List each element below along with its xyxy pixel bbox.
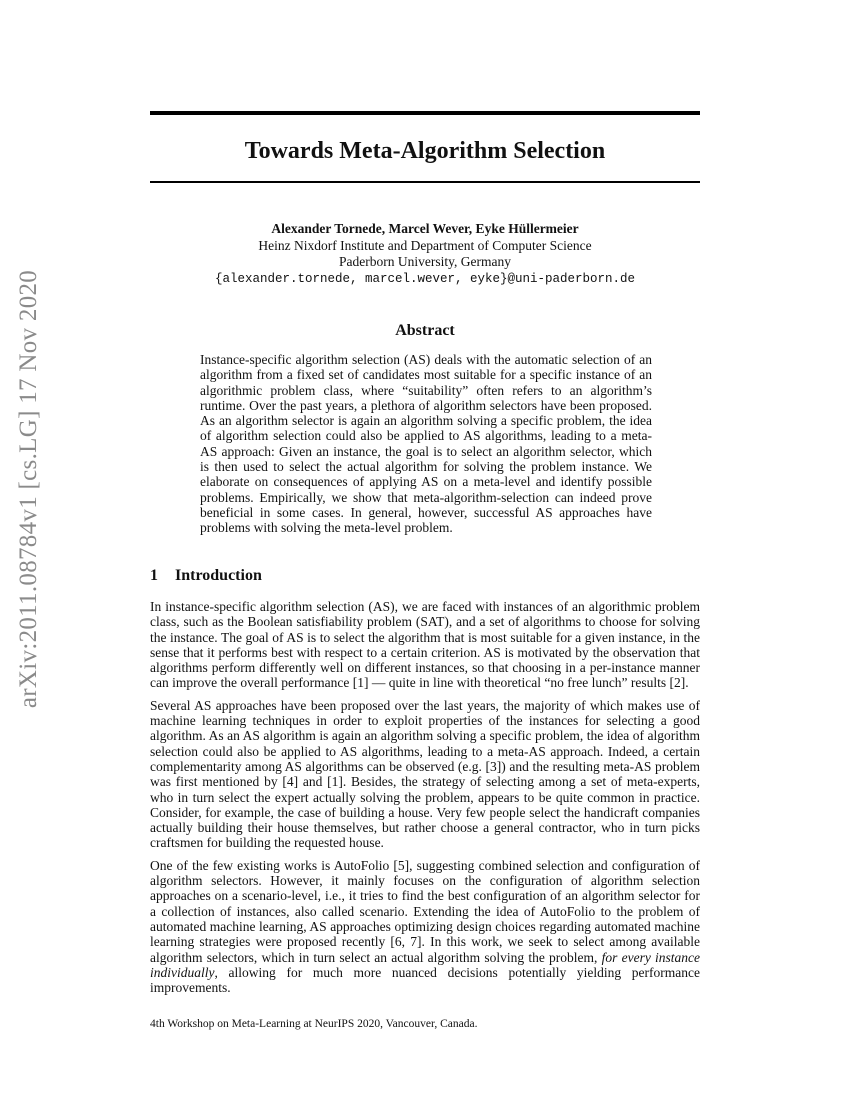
abstract-heading: Abstract xyxy=(395,322,455,339)
paper-title: Towards Meta-Algorithm Selection xyxy=(244,138,606,164)
author-affiliation: Heinz Nixdorf Institute and Department of Computer Science xyxy=(258,237,592,253)
paragraph-1: In instance-specific algorithm selection (AS), we are faced with instances of an algorithmic problem class, such as the Boolean satisfiability problem (SAT), and a set of algorithms to choose for solving the instance. The goal of AS is to select the algorithm that is most suitable for a given instance, in the sense that it performs best with respect to a certain criterion. AS is motivated by the observation that algorithms perform differently well on different instances, so that choosing in a per-instance manner can improve the overall performance [1] — quite in line with theoretical “no free lunch” results [2]. xyxy=(150,599,700,691)
section-number: 1 xyxy=(150,567,158,584)
author-block xyxy=(150,221,700,287)
author-university: Paderborn University, Germany xyxy=(339,254,511,270)
section-title: Introduction xyxy=(175,567,262,584)
arxiv-identifier-stamp xyxy=(9,269,49,709)
abstract-text: Instance-specific algorithm selection (AS) deals with the automatic selection of an algorithm from a fixed set of candidates most suitable for a specific instance of an algorithmic problem class, where “suitability” often refers to an algorithm’s runtime. Over the past years, a plethora of algorithm selectors have been proposed. As an algorithm selector is again an algorithm solving a specific problem, the idea of algorithm selection could also be applied to AS algorithms, leading to a meta-AS approach: Given an instance, the goal is to select an algorithm selector, which is then used to select the actual algorithm for solving the problem instance. We elaborate on consequences of applying AS on a meta-level and identify possible problems. Empirically, we show that meta-algorithm-selection can indeed prove beneficial in some cases. In general, however, successful AS approaches have problems with solving the meta-level problem. xyxy=(200,352,652,536)
author-names: Alexander Tornede, Marcel Wever, Eyke Hüllermeier xyxy=(271,221,579,236)
title-bottom-rule xyxy=(150,181,700,183)
arxiv-identifier-text: arXiv:2011.08784v1 [cs.LG] 17 Nov 2020 xyxy=(15,269,43,709)
paragraph-3 xyxy=(150,858,700,996)
paragraph-2: Several AS approaches have been proposed over the last years, the majority of which makes use of machine learning techniques in order to exploit properties of the instances for selecting a good algorithm. As an AS algorithm is again an algorithm solving a specific problem, the idea of algorithm selection could also be applied to AS algorithms, leading to a meta-AS approach. Indeed, a certain complementarity among AS algorithms can be observed (e.g. [3]) and the resulting meta-AS problem was first mentioned by [4] and [1]. Besides, the strategy of selecting among a set of meta-experts, who in turn select the expert actually solving the problem, appears to be quite common in practice. Consider, for example, the case of building a house. Very few people select the handicraft companies actually building their house themselves, but rather choose a general contractor, who in turn picks craftsmen for building the requested house. xyxy=(150,697,700,851)
paragraph-3-start: One of the few existing works is AutoFolio [5], suggesting combined selection and configuration of algorithm selectors. However, it mainly focuses on the configuration of algorithm selection approaches on a scenario-level, i.e., it tries to find the best configuration of an algorithm selector for a collection of instances, also called scenario. Extending the idea of AutoFolio to the problem of automated machine learning, AS approaches optimizing design choices regarding automated machine learning strategies were proposed recently [6, 7]. In this work, we seek to select among available algorithm selectors, which in turn select an actual algorithm solving the problem, xyxy=(150,857,700,965)
section-heading xyxy=(150,566,700,586)
workshop-footnote: 4th Workshop on Meta-Learning at NeurIPS 2020, Vancouver, Canada. xyxy=(150,1018,478,1030)
body-text xyxy=(150,599,700,1002)
title-top-rule xyxy=(150,111,700,115)
author-email: {alexander.tornede, marcel.wever, eyke}@uni-paderborn.de xyxy=(214,271,636,286)
paragraph-3-end: , allowing for much more nuanced decisions potentially yielding performance improvements. xyxy=(150,964,700,996)
paragraph-3-emphasis: for every instance individually xyxy=(150,949,701,980)
